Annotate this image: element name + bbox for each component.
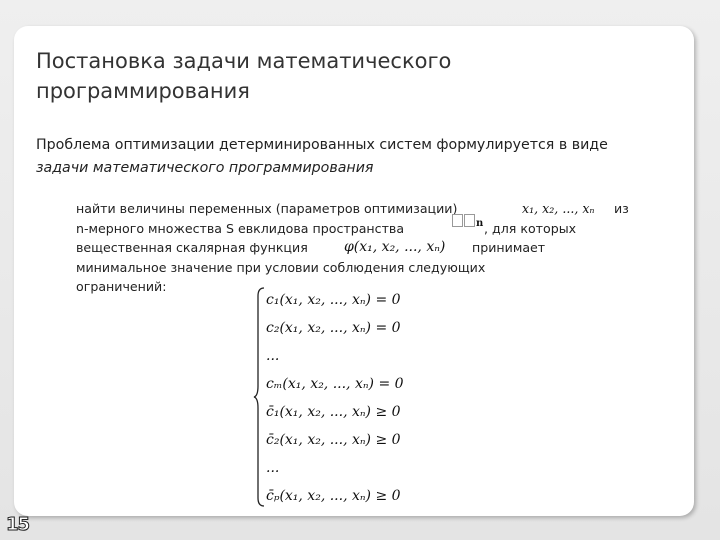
title-line-2: программирования xyxy=(36,79,250,103)
statement-text: ограничений: xyxy=(76,279,167,294)
statement-text: из xyxy=(614,201,629,216)
constraint-inequality: c̄₂(x₁, x₂, ..., xₙ) ≥ 0 xyxy=(266,432,401,448)
statement-text: вещественная скалярная функция xyxy=(76,240,308,255)
constraint-ellipsis: ... xyxy=(266,460,280,476)
blank-r-glyph-icon xyxy=(464,214,475,227)
objective-function: φ(x₁, x₂, ..., xₙ) xyxy=(344,239,446,255)
statement-line-4 xyxy=(76,258,676,278)
slide-title xyxy=(36,46,636,106)
intro-paragraph xyxy=(36,134,696,180)
statement-text: n-мерного множества S евклидова пространства xyxy=(76,220,405,236)
title-line-1: Постановка задачи математического xyxy=(36,49,452,73)
constraint-equation: c₂(x₁, x₂, ..., xₙ) = 0 xyxy=(266,320,401,336)
constraint-equation: cₘ(x₁, x₂, ..., xₙ) = 0 xyxy=(266,376,404,392)
statement-line-1 xyxy=(76,199,676,219)
constraints-system xyxy=(266,286,466,510)
space-dimension: n xyxy=(476,217,484,229)
constraint-inequality: c̄₁(x₁, x₂, ..., xₙ) ≥ 0 xyxy=(266,404,401,420)
statement-text: , для которых xyxy=(484,220,577,236)
constraint-equation: c₁(x₁, x₂, ..., xₙ) = 0 xyxy=(266,292,401,308)
intro-line-1: Проблема оптимизации детерминированных систем формулируется в виде xyxy=(36,137,608,153)
variables-formula: x₁, x₂, ..., xₙ xyxy=(522,201,595,216)
statement-line-2 xyxy=(76,219,676,239)
statement-text: минимальное значение при условии соблюдения следующих xyxy=(76,259,486,275)
problem-statement xyxy=(76,199,676,297)
constraint-ellipsis: ... xyxy=(266,348,280,364)
euclidean-space-symbol xyxy=(452,214,483,234)
statement-line-3 xyxy=(76,238,676,258)
intro-line-2: задачи математического программирования xyxy=(36,160,374,176)
page-number: 15 xyxy=(6,514,30,535)
constraint-inequality: c̄ₚ(x₁, x₂, ..., xₙ) ≥ 0 xyxy=(266,488,401,504)
system-brace xyxy=(253,286,265,508)
statement-text: найти величины переменных (параметров оптимизации) xyxy=(76,201,458,216)
statement-text: принимает xyxy=(472,240,546,255)
blank-r-glyph-icon xyxy=(452,214,463,227)
